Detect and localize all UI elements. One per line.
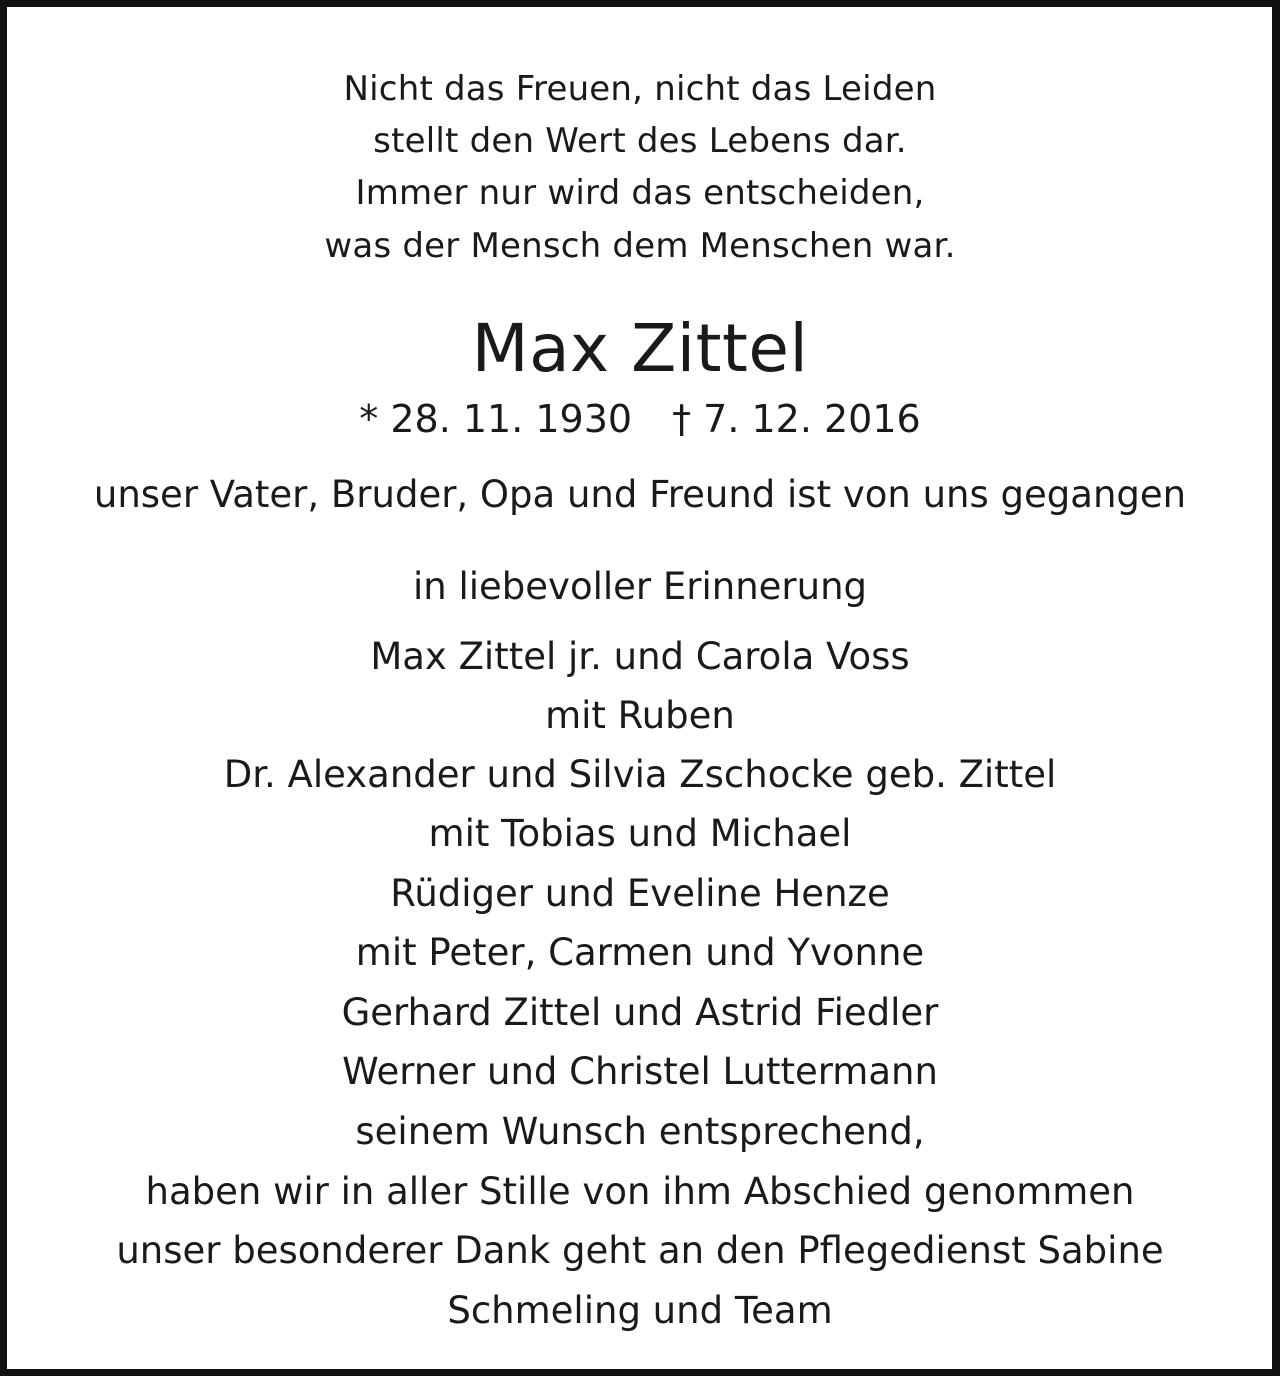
birth-date: * 28. 11. 1930 bbox=[359, 397, 633, 441]
closing-line-1: seinem Wunsch entsprechend, bbox=[355, 1110, 925, 1153]
family-line-5: Rüdiger und Eveline Henze bbox=[390, 872, 890, 915]
family-line-8: Werner und Christel Luttermann bbox=[342, 1050, 938, 1093]
poem-line-1: Nicht das Freuen, nicht das Leiden bbox=[343, 69, 937, 109]
deceased-name: Max Zittel bbox=[471, 310, 809, 387]
family-line-6: mit Peter, Carmen und Yvonne bbox=[355, 931, 925, 974]
poem-line-2: stellt den Wert des Lebens dar. bbox=[373, 121, 907, 161]
death-date: † 7. 12. 2016 bbox=[672, 397, 921, 441]
closing-line-3: unser besonderer Dank geht an den Pflegedienst Sabine bbox=[116, 1229, 1164, 1272]
poem-line-4: was der Mensch dem Menschen war. bbox=[324, 226, 956, 266]
family-line-2: mit Ruben bbox=[545, 694, 735, 737]
closing-line-4: Schmeling und Team bbox=[447, 1289, 833, 1332]
family-line-4: mit Tobias und Michael bbox=[428, 812, 852, 855]
family-line-1: Max Zittel jr. und Carola Voss bbox=[370, 635, 910, 678]
closing-line-2: haben wir in aller Stille von ihm Abschied genommen bbox=[145, 1170, 1135, 1213]
statement: unser Vater, Bruder, Opa und Freund ist von uns gegangen bbox=[93, 473, 1187, 516]
family-line-3: Dr. Alexander und Silvia Zschocke geb. Zittel bbox=[223, 753, 1057, 796]
remembrance: in liebevoller Erinnerung bbox=[412, 565, 868, 608]
poem-line-3: Immer nur wird das entscheiden, bbox=[355, 173, 925, 213]
life-dates bbox=[0, 397, 1280, 441]
family-line-7: Gerhard Zittel und Astrid Fiedler bbox=[341, 991, 939, 1034]
